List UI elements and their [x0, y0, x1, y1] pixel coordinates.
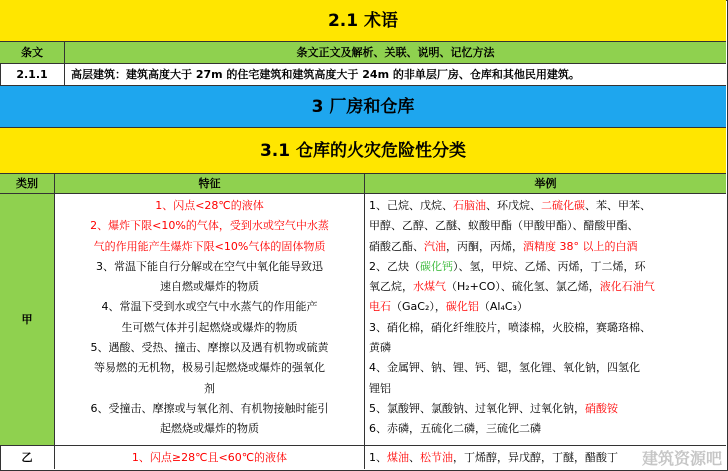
- example-line: 3、硝化棉，硝化纤维胶片，喷漆棉，火胶棉，赛璐珞棉、: [369, 320, 651, 334]
- example-text: 、苯、甲苯、: [585, 199, 651, 212]
- features-b-cell: [55, 446, 365, 469]
- example-text: 5、氯酸钾、氯酸钠、过氧化钾、过氧化钠，: [369, 401, 585, 415]
- example-highlight: 电石: [369, 300, 391, 314]
- feature-line: 5、遇酸、受热、撞击、摩擦以及遇有机物或硫黄: [90, 341, 329, 355]
- feature-line: 4、常温下受到水或空气中水蒸气的作用能产: [101, 300, 318, 314]
- example-line: [369, 196, 726, 216]
- example-highlight: 水煤气: [413, 280, 446, 294]
- section-3-title-text: 3 厂房和仓库: [311, 97, 415, 117]
- feature-line: 起燃烧或爆炸的物质: [160, 422, 259, 436]
- example-highlight: 酒精度 38° 以上的白酒: [523, 239, 638, 253]
- example-line: [369, 399, 726, 419]
- example-line: 甲醇、乙醇、乙醚、蚁酸甲酯（甲酸甲酯）、醋酸甲酯、: [369, 219, 639, 233]
- example-text: 1、: [369, 451, 387, 464]
- example-line: [369, 237, 726, 257]
- section-2-1-title: [0, 0, 726, 42]
- example-text: ）、氢，甲烷、乙烯、丙烯，丁二烯，环: [453, 259, 646, 273]
- section-3-1-title-text: 3.1 仓库的火灾危险性分类: [259, 141, 467, 161]
- clause-header-col1: [0, 42, 65, 64]
- example-text: ，丙酮，丙烯，: [446, 239, 523, 253]
- clause-text: [65, 64, 726, 86]
- category-b-text: 乙: [21, 451, 33, 464]
- feature-line: 等易燃的无机物，极易引起燃烧或爆炸的强氧化: [94, 361, 325, 375]
- example-text: 、环戊烷、: [486, 199, 541, 212]
- category-a-text: 甲: [21, 313, 33, 326]
- example-text: （GaC₂），: [391, 300, 446, 314]
- example-line: 锂铝: [369, 381, 391, 395]
- example-line: [369, 257, 726, 277]
- example-line: [369, 297, 726, 317]
- example-text: 2、乙炔（: [369, 259, 420, 273]
- examples-a-cell: [365, 194, 726, 446]
- features-a-cell: [55, 194, 365, 446]
- example-highlight: 碳化钙: [420, 259, 453, 273]
- feature-line: 1、闪点<28℃的液体: [155, 199, 264, 212]
- clause-header-col2: [65, 42, 726, 64]
- example-text: （H₂+CO）、硫化氢、氯乙烯，: [446, 280, 600, 294]
- table-header-example-text: 举例: [534, 177, 557, 190]
- example-highlight: 松节油: [420, 451, 453, 464]
- example-highlight: 煤油: [387, 451, 409, 464]
- example-highlight: 二硫化碳: [541, 199, 585, 212]
- feature-line: 剂: [204, 381, 215, 395]
- example-text: 氧乙烷，: [369, 280, 413, 294]
- example-text: 1、己烷、戊烷、: [369, 199, 453, 212]
- example-text: 、: [409, 451, 420, 464]
- feature-line: 6、受撞击、摩擦或与氧化剂、有机物接触时能引: [90, 401, 329, 415]
- example-line: 6、赤磷，五硫化二磷，三硫化二磷: [369, 422, 541, 436]
- feature-line: 生可燃气体并引起燃烧或爆炸的物质: [121, 320, 298, 334]
- clause-header-col2-text: 条文正文及解析、关联、说明、记忆方法: [296, 46, 495, 59]
- example-line: [369, 277, 726, 297]
- example-highlight: 汽油: [424, 239, 446, 253]
- example-highlight: 液化石油气: [599, 280, 655, 294]
- clause-header-col1-text: 条文: [21, 46, 43, 59]
- example-line: 黄磷: [369, 341, 391, 355]
- feature-line: 1、闪点≥28℃且<60℃的液体: [131, 451, 288, 464]
- watermark-text: 建筑资源吧: [641, 449, 722, 468]
- table-header-feature: [55, 174, 365, 194]
- feature-line: 速自燃或爆炸的物质: [160, 280, 259, 294]
- clause-number-text: 2.1.1: [16, 68, 48, 81]
- table-header-feature-text: 特征: [198, 177, 221, 190]
- feature-line: 3、常温下能自行分解或在空气中氧化能导致迅: [96, 259, 323, 273]
- example-text: （Al₄C₃）: [478, 300, 528, 314]
- section-3-title: [0, 86, 726, 128]
- example-highlight: 碳化铝: [445, 300, 479, 314]
- section-3-1-title: [0, 128, 726, 174]
- example-highlight: 石脑油: [453, 199, 486, 212]
- feature-line: 气的作用能产生爆炸下限<10%气体的固体物质: [93, 239, 326, 253]
- table-header-category: [0, 174, 55, 194]
- category-b-cell: [0, 446, 55, 469]
- table-header-category-text: 类别: [16, 177, 38, 190]
- example-highlight: 硝酸铵: [585, 401, 618, 415]
- watermark: [642, 446, 722, 469]
- clause-number: [0, 64, 65, 86]
- example-text: ，丁烯醇，异戊醇，丁醚，醋酸丁: [453, 451, 618, 464]
- section-2-1-title-text: 2.1 术语: [327, 11, 399, 31]
- feature-line: 2、爆炸下限<10%的气体，受到水或空气中水蒸: [90, 219, 329, 233]
- table-header-example: [365, 174, 726, 194]
- clause-text-content: 高层建筑：建筑高度大于 27m 的住宅建筑和建筑高度大于 24m 的非单层厂房、仓库和其他民用建筑。: [71, 68, 580, 81]
- category-a-cell: [0, 194, 55, 446]
- example-text: 硝酸乙酯、: [369, 239, 424, 253]
- example-line: 4、金属钾、钠、锂、钙、锶，氢化锂、氧化钠，四氢化: [369, 361, 640, 375]
